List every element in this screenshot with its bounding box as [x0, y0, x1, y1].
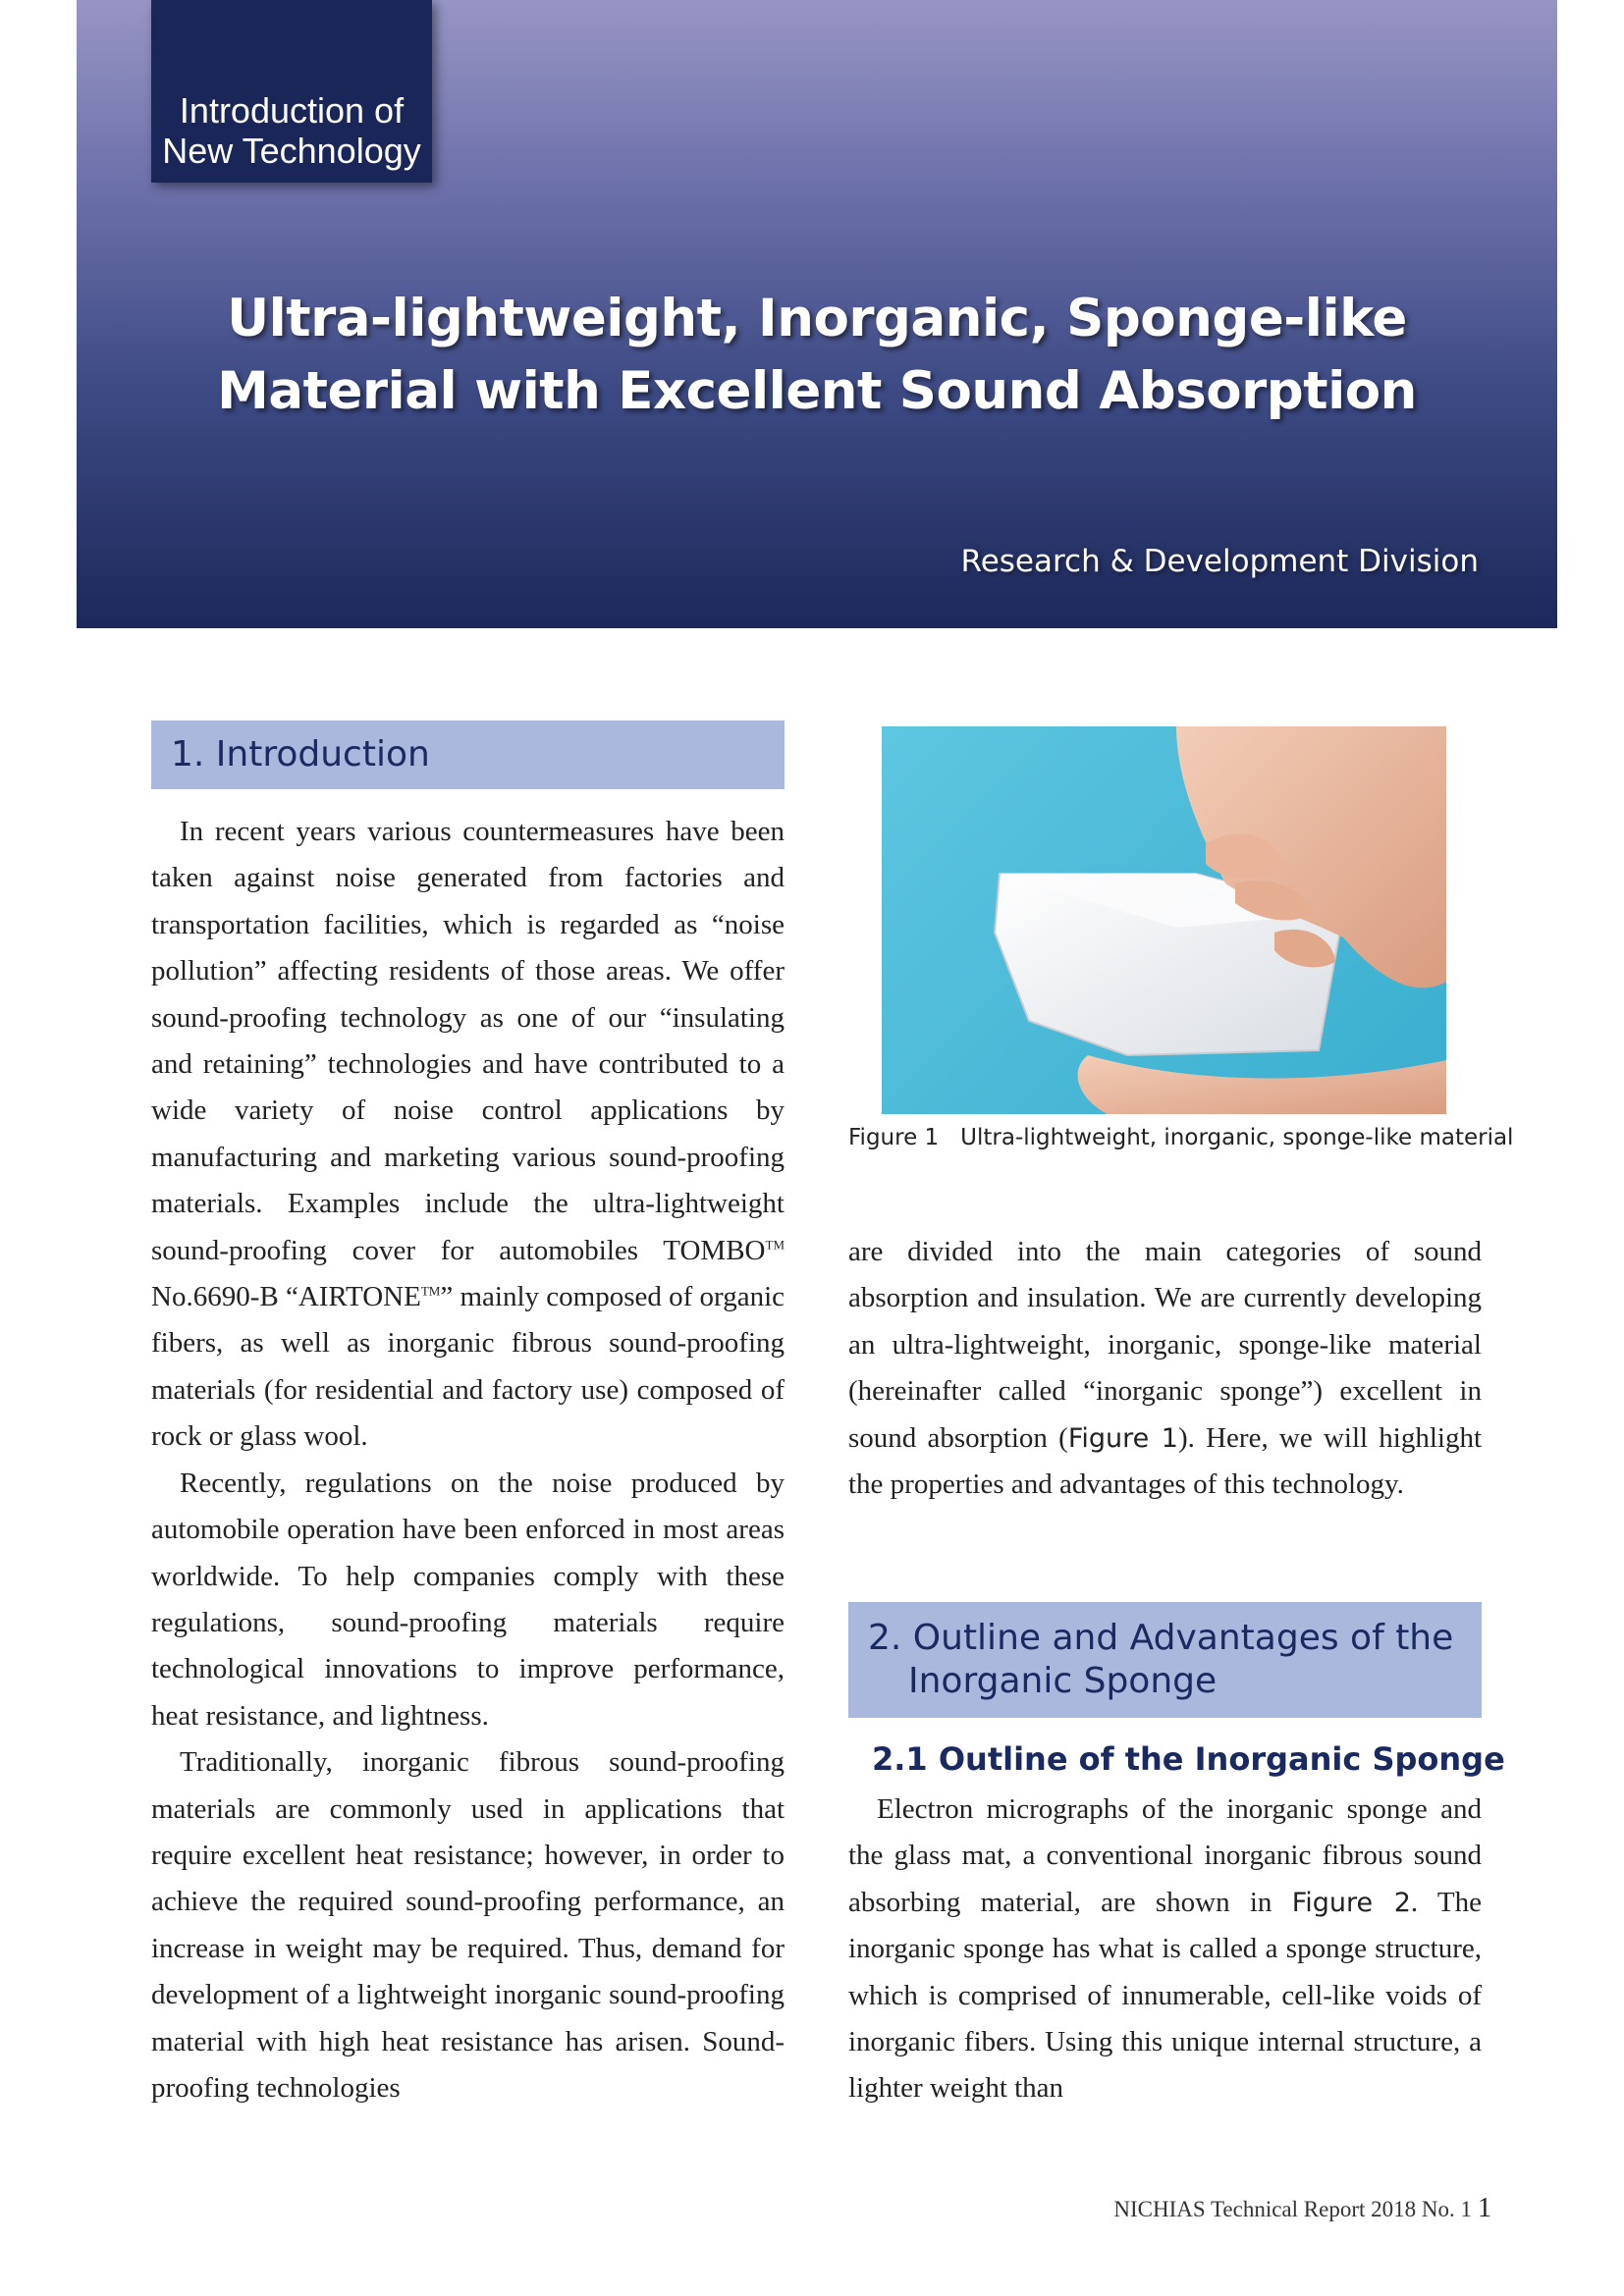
right-column-continued-text: [848, 1229, 1482, 1508]
figure-1-photo: [882, 726, 1446, 1114]
subsection-heading: 2.1 Outline of the Inorganic Sponge: [872, 1740, 1505, 1778]
paragraph-outline-1: Electron micrographs of the inorganic sponge and the glass mat, a conventional inorganic fibrous sound absorbing material, are shown in Figure 2. The inorganic sponge has what is called a sponge structure, which is comprised of innumerable, cell-like voids of inorganic fibers. Using this unique internal structure, a lighter weight than: [848, 1793, 1483, 2105]
figure-2-reference: Figure 2: [1291, 1887, 1411, 1918]
left-column-text: [151, 809, 785, 2111]
article-title-line2: Material with Excellent Sound Absorption: [217, 361, 1417, 421]
figure-1-label: Figure 1: [848, 1125, 940, 1150]
figure-1-reference: Figure 1: [1067, 1422, 1178, 1454]
section-heading-outline-line1: 2. Outline and Advantages of the: [868, 1618, 1454, 1658]
section-heading-introduction: [151, 721, 785, 789]
section-heading-outline: [848, 1602, 1482, 1718]
category-tag: [151, 0, 432, 183]
article-title-line1: Ultra-lightweight, Inorganic, Sponge-like: [227, 289, 1407, 348]
footer-publication: NICHIAS Technical Report 2018 No. 1: [1113, 2197, 1472, 2221]
paragraph-intro-continued: are divided into the main categories of sound absorption and insulation. We are currently developing an ultra-lightweight, inorganic, sponge-like material (hereinafter called “inorganic sponge”) excellent in sound absorption (Figure 1). Here, we will highlight the properties and advantages of this technology.: [848, 1236, 1482, 1501]
paragraph-intro-1: In recent years various countermeasures have been taken against noise generated from factories and transportation facilities, which is regarded as “noise pollution” affecting residents of those areas. We offer sound-proofing technology as one of our “insulating and retaining” technologies and have contributed to a wide variety of noise control applications by manufacturing and marketing various sound-proofing materials. Examples include the ultra-lightweight sound-proofing cover for automobiles TOMBO™ No.6690-B “AIRTONE™” mainly composed of organic fibers, as well as inorganic fibrous sound-proofing materials (for residential and factory use) composed of rock or glass wool.: [151, 816, 785, 1453]
category-tag-line1: Introduction of: [179, 90, 405, 131]
hand-holding-sponge-illustration: [882, 726, 1446, 1114]
section-2-text: [848, 1787, 1482, 2112]
section-heading-outline-line2: Inorganic Sponge: [908, 1661, 1218, 1701]
author-division: Research & Development Division: [960, 544, 1479, 579]
figure-1-caption: [848, 1125, 1514, 1150]
paragraph-intro-2: Recently, regulations on the noise produced by automobile operation have been enforced in most areas worldwide. To help companies comply with these regulations, sound-proofing materials require technological innovations to improve performance, heat resistance, and lightness.: [151, 1467, 785, 1732]
paragraph-intro-3: Traditionally, inorganic fibrous sound-proofing materials are commonly used in applications that require excellent heat resistance; however, in order to achieve the required sound-proofing performance, an increase in weight may be required. Thus, demand for development of a lightweight inorganic sound-proofing material with high heat resistance has arisen. Sound-proofing technologies: [151, 1746, 785, 2104]
page-number: 1: [1478, 2193, 1491, 2223]
category-tag-line2: New Technology: [162, 131, 421, 171]
article-title: [118, 283, 1516, 428]
section-heading-introduction-text: 1. Introduction: [171, 734, 430, 774]
figure-1-caption-text: Ultra-lightweight, inorganic, sponge-like material: [960, 1125, 1514, 1150]
